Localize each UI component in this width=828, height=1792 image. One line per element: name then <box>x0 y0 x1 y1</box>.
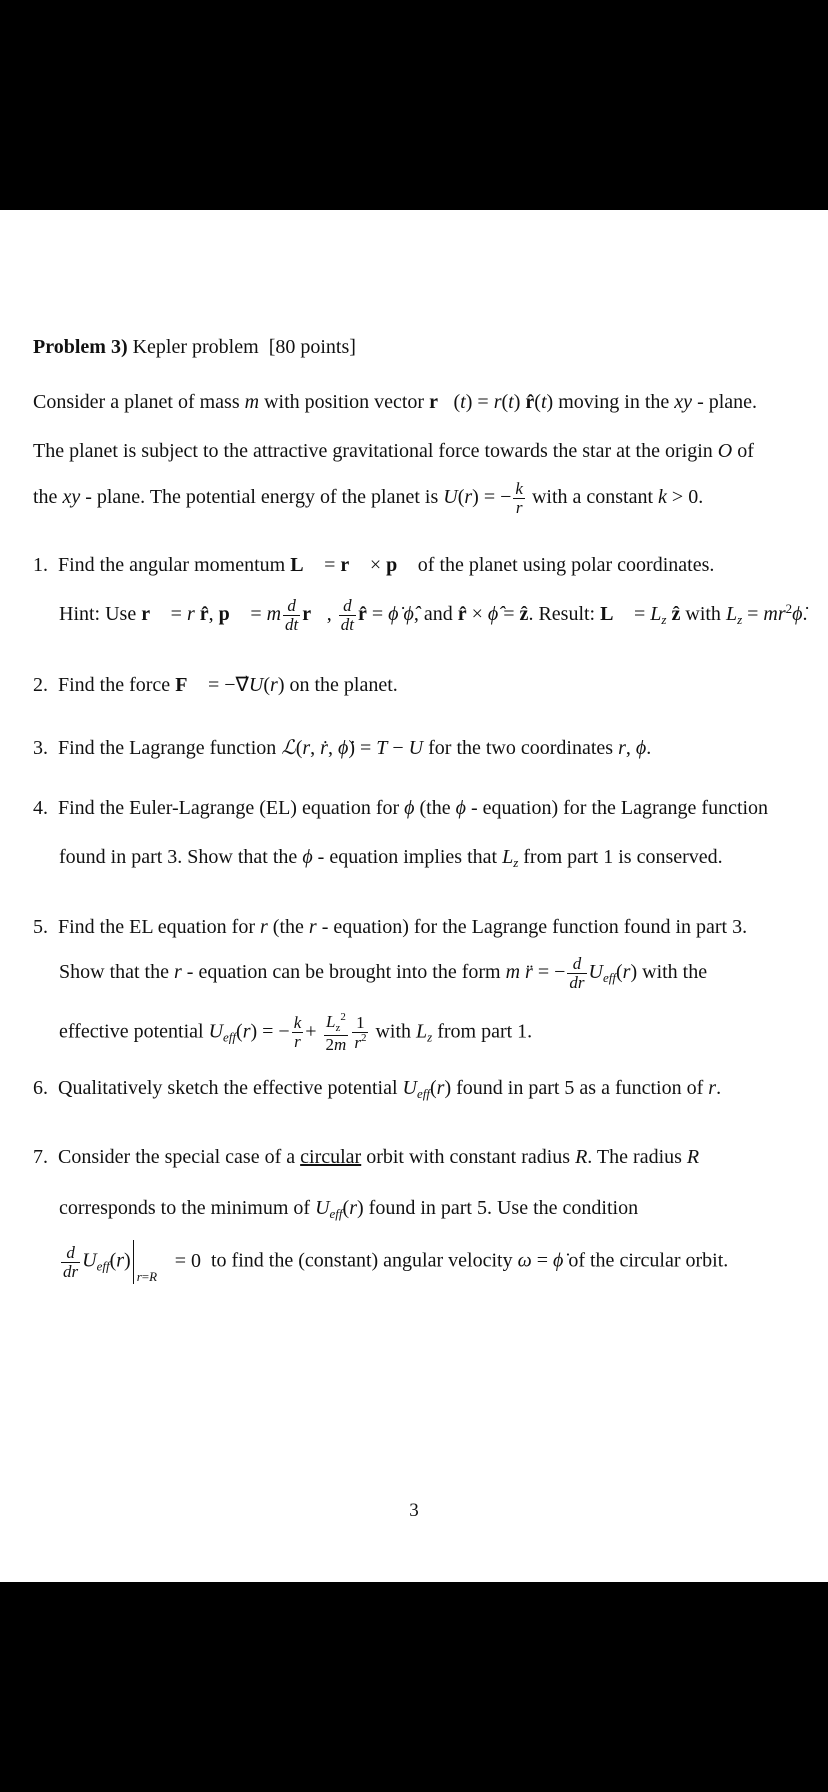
item-7-line-2: corresponds to the minimum of $U_{eff}(r)$ found in part 5. Use the condition <box>59 1197 639 1221</box>
intro-line-2: The planet is subject to the attractive gravitational force towards the star at the origin O of <box>33 440 754 462</box>
item-5-line-3: effective potential $U_{eff}(r)$ = − $\frac{k}{r}$ + $\frac{L_z^2}{2m}$ $\frac{1}{r^2}$ with $L_z$ from part 1. <box>59 1011 533 1054</box>
intro-line-3: the xy - plane. The potential energy of the planet is U(r) = − $\frac{k}{r}$ with a constant k > 0. <box>33 479 704 517</box>
hint-line: Hint: Use r⃗ = r r̂, p⃗ = m $\frac{d}{dt}$ r⃗, $\frac{d}{dt}$ r̂ = ϕ̇ ϕ̂, and r̂ × ϕ̂ = ẑ. Result: L⃗ = $L_z$ ẑ with $L_z$ = $mr^2\phi̇$. <box>59 596 808 634</box>
problem-points: [80 points] <box>268 336 356 358</box>
item-4-line-1: 4. Find the Euler-Lagrange (EL) equation for ϕ (the ϕ - equation) for the Lagrange function <box>33 797 769 819</box>
item-7-line-1: 7. Consider the special case of a circular orbit with constant radius R. The radius R <box>33 1146 700 1168</box>
page-number: 3 <box>409 1500 419 1521</box>
item-6: 6. Qualitatively sketch the effective potential $U_{eff}(r)$ found in part 5 as a function of r. <box>33 1077 722 1101</box>
problem-title: Kepler problem <box>132 336 259 358</box>
problem-label: Problem 3) <box>33 336 128 358</box>
problem-heading <box>33 337 356 357</box>
item-5-line-1: 5. Find the EL equation for r (the r - equation) for the Lagrange function found in part 3. <box>33 916 748 938</box>
document-page <box>0 210 828 1582</box>
circular-underlined: circular <box>300 1146 362 1168</box>
item-2: 2. Find the force F⃗ = −∇⃗U(r) on the planet. <box>33 674 398 696</box>
intro-line-1: Consider a planet of mass m with position vector r⃗(t) = r(t) r̂(t) moving in the xy - plane. <box>33 391 758 413</box>
item-4-line-2: found in part 3. Show that the ϕ - equation implies that $L_z$ from part 1 is conserved. <box>59 846 723 870</box>
item-5-line-2: Show that the r - equation can be brought into the form m r̈ = − $\frac{d}{dr}$ $U_{eff}(r)$ with the <box>59 954 708 992</box>
item-3: 3. Find the Lagrange function ℒ(r, ṙ, ϕ̇) = T − U for the two coordinates r, ϕ. <box>33 737 652 759</box>
item-1: 1. Find the angular momentum L⃗ = r⃗ × p⃗ of the planet using polar coordinates. <box>33 554 715 576</box>
item-7-line-3: $\frac{d}{dr}$ $U_{eff}(r)$ r=R = 0 to find the (constant) angular velocity ω = ϕ̇ of the circular orbit. <box>59 1240 728 1284</box>
